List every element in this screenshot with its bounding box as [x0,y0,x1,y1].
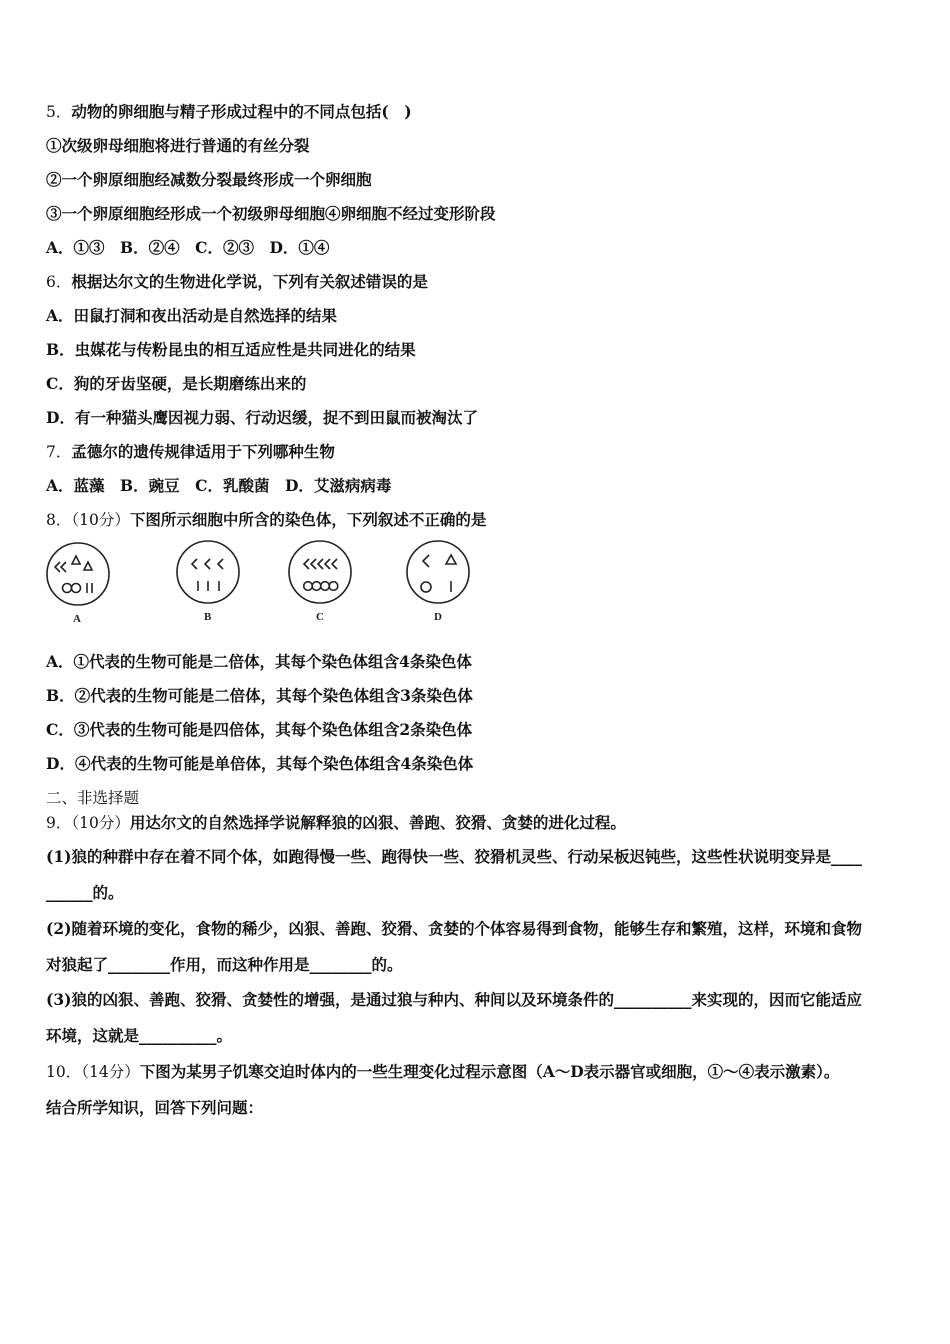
q9-number: 9．（10分） [46,814,130,832]
q6-number: 6． [46,273,72,291]
q9-line-3: (2)随着环境的变化，食物的稀少，凶狠、善跑、狡猾、贪婪的个体容易得到食物，能够生存和繁殖，这样，环境和食物 [46,919,862,938]
q10-line-2: 结合所学知识，回答下列问题： [46,1098,264,1117]
q8-option-a: A．①代表的生物可能是二倍体，其每个染色体组含4条染色体 [46,652,472,671]
cell-a [47,543,109,625]
q10-number: 10．（14分） [46,1063,140,1081]
figure-label-a: A [73,613,81,625]
q9-line-6: 环境，这就是__________。 [46,1026,233,1045]
q6-option-d: D．有一种猫头鹰因视力弱、行动迟缓，捉不到田鼠而被淘汰了 [46,408,478,427]
figure-label-d: D [434,611,442,623]
q9-line-4: 对狼起了________作用，而这种作用是________的。 [46,955,403,974]
q6-option-a: A．田鼠打洞和夜出活动是自然选择的结果 [46,306,338,325]
q5-item-1: ①次级卵母细胞将进行普通的有丝分裂 [46,136,310,155]
section-heading: 二、非选择题 [46,789,140,807]
q6-text: 根据达尔文的生物进化学说，下列有关叙述错误的是 [71,272,428,291]
q8-option-b: B．②代表的生物可能是二倍体，其每个染色体组含3条染色体 [46,686,473,705]
q9-line-5: (3)狼的凶狠、善跑、狡猾、贪婪性的增强，是通过狼与种内、种间以及环境条件的__________来实现的，因而它能适应 [46,990,862,1009]
q5-stem [46,102,412,122]
q6-option-c: C．狗的牙齿坚硬，是长期磨练出来的 [46,374,307,393]
figure-label-c: C [316,611,324,623]
q7-text: 孟德尔的遗传规律适用于下列哪种生物 [71,442,335,461]
cell-c [289,541,351,623]
q5-item-2: ②一个卵原细胞经减数分裂最终形成一个卵细胞 [46,170,372,189]
q8-number: 8．（10分） [46,511,130,529]
q8-option-d: D．④代表的生物可能是单倍体，其每个染色体组含4条染色体 [46,754,474,773]
q7-stem [46,442,335,462]
q8-stem [46,510,486,530]
cell-b [177,541,239,623]
q8-text: 下图所示细胞中所含的染色体，下列叙述不正确的是 [129,510,487,529]
q9-text: 用达尔文的自然选择学说解释狼的凶狠、善跑、狡猾、贪婪的进化过程。 [129,813,626,832]
q10-stem [46,1062,839,1082]
q5-text: 动物的卵细胞与精子形成过程中的不同点包括( ) [71,102,412,121]
q6-stem [46,272,428,292]
q9-line-1: (1)狼的种群中存在着不同个体，如跑得慢一些、跑得快一些、狡猾机灵些、行动呆板迟钝些，这些性状说明变异是____ [46,847,862,866]
q10-text: 下图为某男子饥寒交迫时体内的一些生理变化过程示意图（A～D表示器官或细胞，①～④表示激素）。 [139,1062,840,1081]
cell-d [407,541,469,623]
figure-label-b: B [204,611,212,623]
q8-option-c: C．③代表的生物可能是四倍体，其每个染色体组含2条染色体 [46,720,473,739]
q5-options: A．①③ B．②④ C．②③ D．①④ [46,238,330,257]
chromosome-figure [36,536,496,628]
q6-option-b: B．虫媒花与传粉昆虫的相互适应性是共同进化的结果 [46,340,416,359]
q9-line-2: ______的。 [46,883,124,902]
q5-number: 5． [46,103,72,121]
q9-stem [46,813,626,833]
q5-item-3: ③一个卵原细胞经形成一个初级卵母细胞④卵细胞不经过变形阶段 [46,204,496,223]
q7-number: 7． [46,443,72,461]
q7-options: A．蓝藻 B．豌豆 C．乳酸菌 D．艾滋病病毒 [46,476,392,495]
